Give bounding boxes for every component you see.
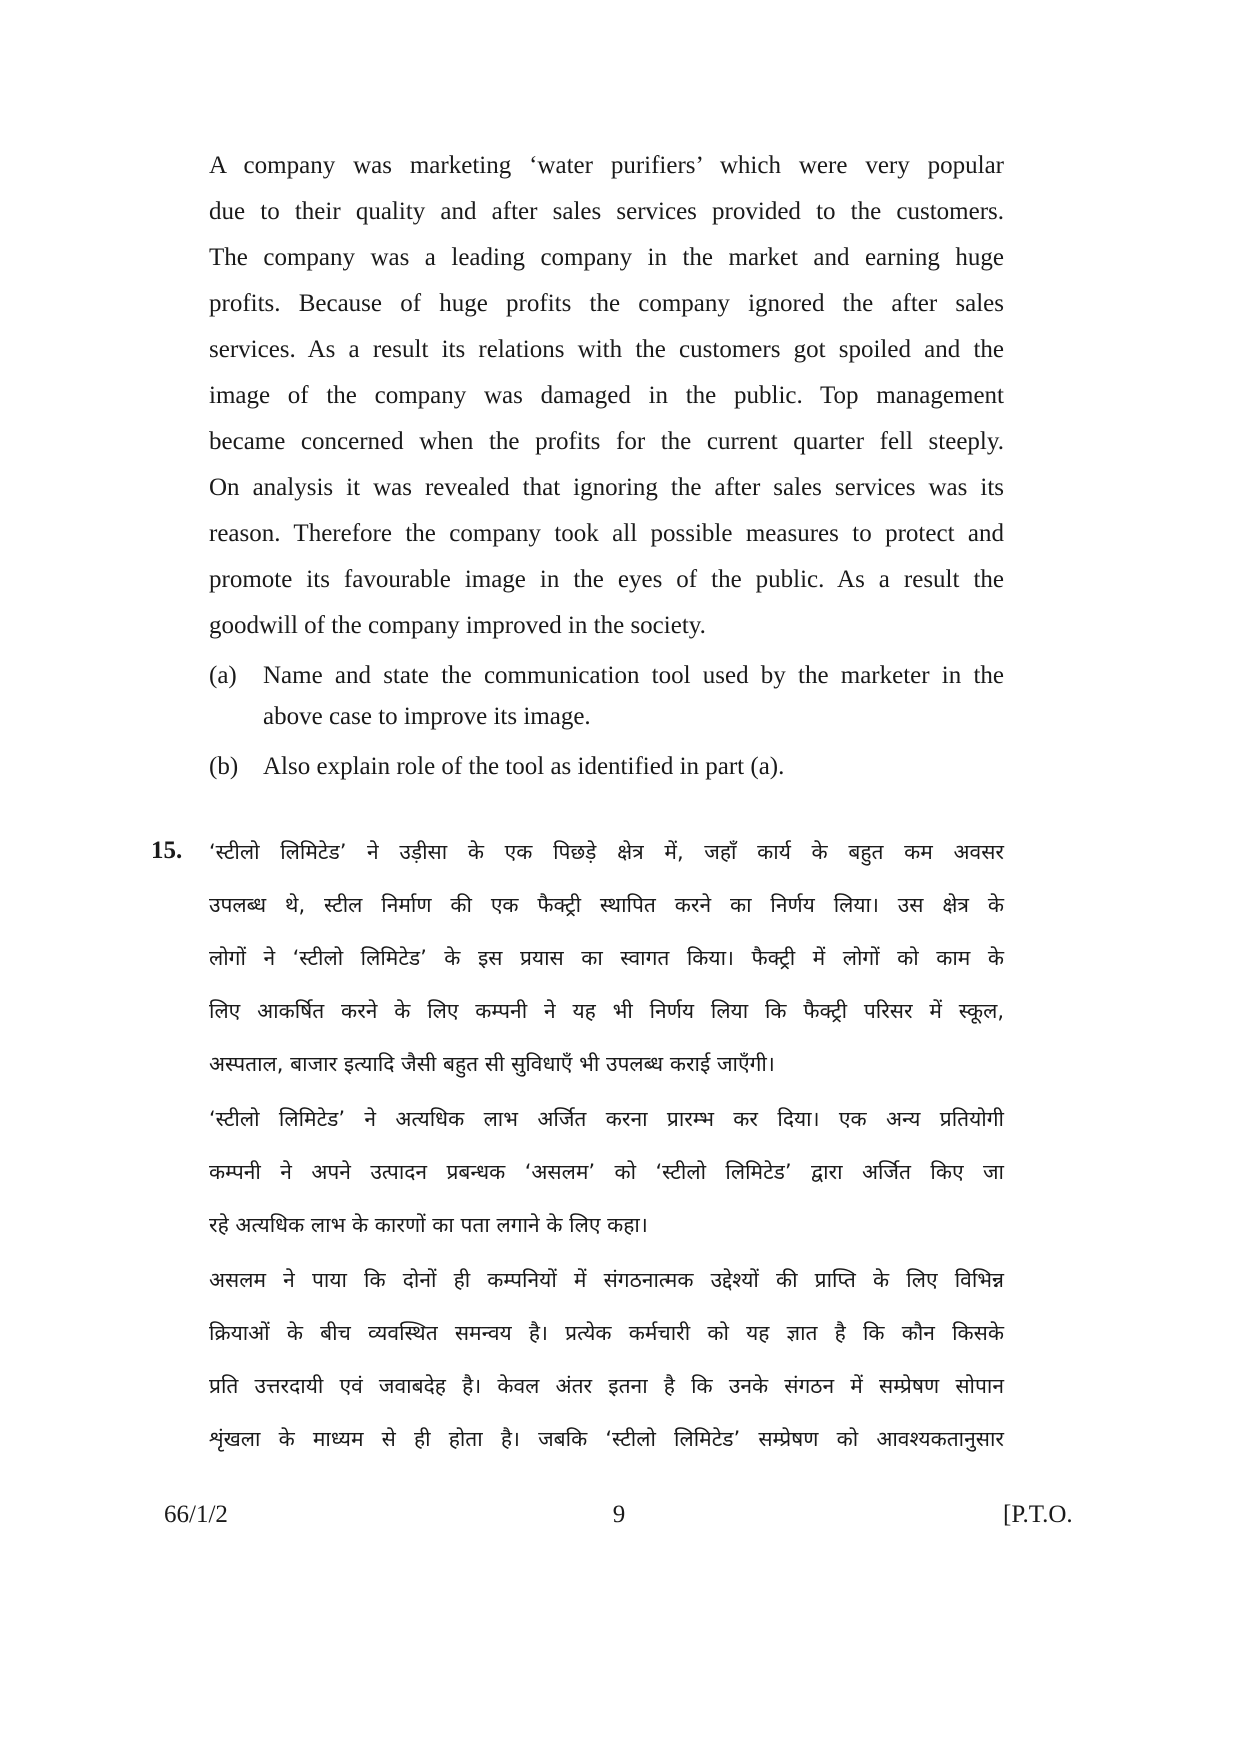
case-line: became concerned when the profits for the current quarter fell steeply. xyxy=(209,428,1004,455)
case-line: profits. Because of huge profits the company ignored the after sales xyxy=(209,290,1004,317)
sub-question-label: (b) xyxy=(209,753,239,780)
hindi-line: उपलब्ध थे, स्टील निर्माण की एक फैक्ट्री स्थापित करने का निर्णय लिया। उस क्षेत्र के xyxy=(209,893,1004,917)
case-line: due to their quality and after sales services provided to the customers. xyxy=(209,198,1004,225)
page-number: 9 xyxy=(612,1501,626,1528)
hindi-line: प्रति उत्तरदायी एवं जवाबदेह है। केवल अंतर इतना है कि उनके संगठन में सम्प्रेषण सोपान xyxy=(209,1374,1004,1398)
hindi-line: क्रियाओं के बीच व्यवस्थित समन्वय है। प्रत्येक कर्मचारी को यह ज्ञात है कि कौन किसके xyxy=(209,1321,1004,1345)
sub-question-line: Also explain role of the tool as identified in part (a). xyxy=(263,753,785,780)
hindi-paragraph xyxy=(209,826,1004,1091)
hindi-paragraph xyxy=(209,1254,1004,1466)
please-turn-over: [P.T.O. xyxy=(1003,1501,1073,1528)
hindi-line: अस्पताल, बाजार इत्यादि जैसी बहुत सी सुविधाएँ भी उपलब्ध कराई जाएँगी। xyxy=(209,1052,775,1076)
sub-question-a xyxy=(209,655,1004,737)
hindi-line: रहे अत्यधिक लाभ के कारणों का पता लगाने के लिए कहा। xyxy=(209,1213,648,1237)
case-line: The company was a leading company in the market and earning huge xyxy=(209,244,1004,271)
hindi-line: कम्पनी ने अपने उत्पादन प्रबन्धक ‘असलम’ को ‘स्टीलो लिमिटेड’ द्वारा अर्जित किए जा xyxy=(209,1160,1004,1184)
hindi-line: लोगों ने ‘स्टीलो लिमिटेड’ के इस प्रयास का स्वागत किया। फैक्ट्री में लोगों को काम के xyxy=(209,946,1004,970)
hindi-line: असलम ने पाया कि दोनों ही कम्पनियों में संगठनात्मक उद्देश्यों की प्राप्ति के लिए विभिन्न xyxy=(209,1268,1004,1292)
case-line: promote its favourable image in the eyes of the public. As a result the xyxy=(209,566,1004,593)
hindi-line: ‘स्टीलो लिमिटेड’ ने उड़ीसा के एक पिछड़े क्षेत्र में, जहाँ कार्य के बहुत कम अवसर xyxy=(209,840,1004,864)
case-line: goodwill of the company improved in the society. xyxy=(209,612,706,639)
question-15 xyxy=(151,826,1004,1466)
case-line: reason. Therefore the company took all possible measures to protect and xyxy=(209,520,1004,547)
case-paragraph xyxy=(209,143,1004,649)
hindi-line: लिए आकर्षित करने के लिए कम्पनी ने यह भी निर्णय लिया कि फैक्ट्री परिसर में स्कूल, xyxy=(209,999,1004,1023)
question-14-case xyxy=(209,143,1004,787)
sub-question-line: Name and state the communication tool used by the marketer in the xyxy=(263,662,1004,689)
hindi-line: ‘स्टीलो लिमिटेड’ ने अत्यधिक लाभ अर्जित करना प्रारम्भ कर दिया। एक अन्य प्रतियोगी xyxy=(209,1107,1004,1131)
hindi-line: शृंखला के माध्यम से ही होता है। जबकि ‘स्टीलो लिमिटेड’ सम्प्रेषण को आवश्यकतानुसार xyxy=(209,1427,1004,1451)
hindi-paragraph xyxy=(209,1093,1004,1252)
question-number: 15. xyxy=(151,837,183,864)
case-line: image of the company was damaged in the public. Top management xyxy=(209,382,1004,409)
sub-question-label: (a) xyxy=(209,662,237,689)
case-line: services. As a result its relations with the customers got spoiled and the xyxy=(209,336,1004,363)
case-line: A company was marketing ‘water purifiers’ which were very popular xyxy=(209,152,1004,179)
sub-question-line: above case to improve its image. xyxy=(263,703,591,730)
sub-question-b xyxy=(209,746,1004,787)
paper-code: 66/1/2 xyxy=(164,1501,228,1528)
case-line: On analysis it was revealed that ignoring the after sales services was its xyxy=(209,474,1004,501)
